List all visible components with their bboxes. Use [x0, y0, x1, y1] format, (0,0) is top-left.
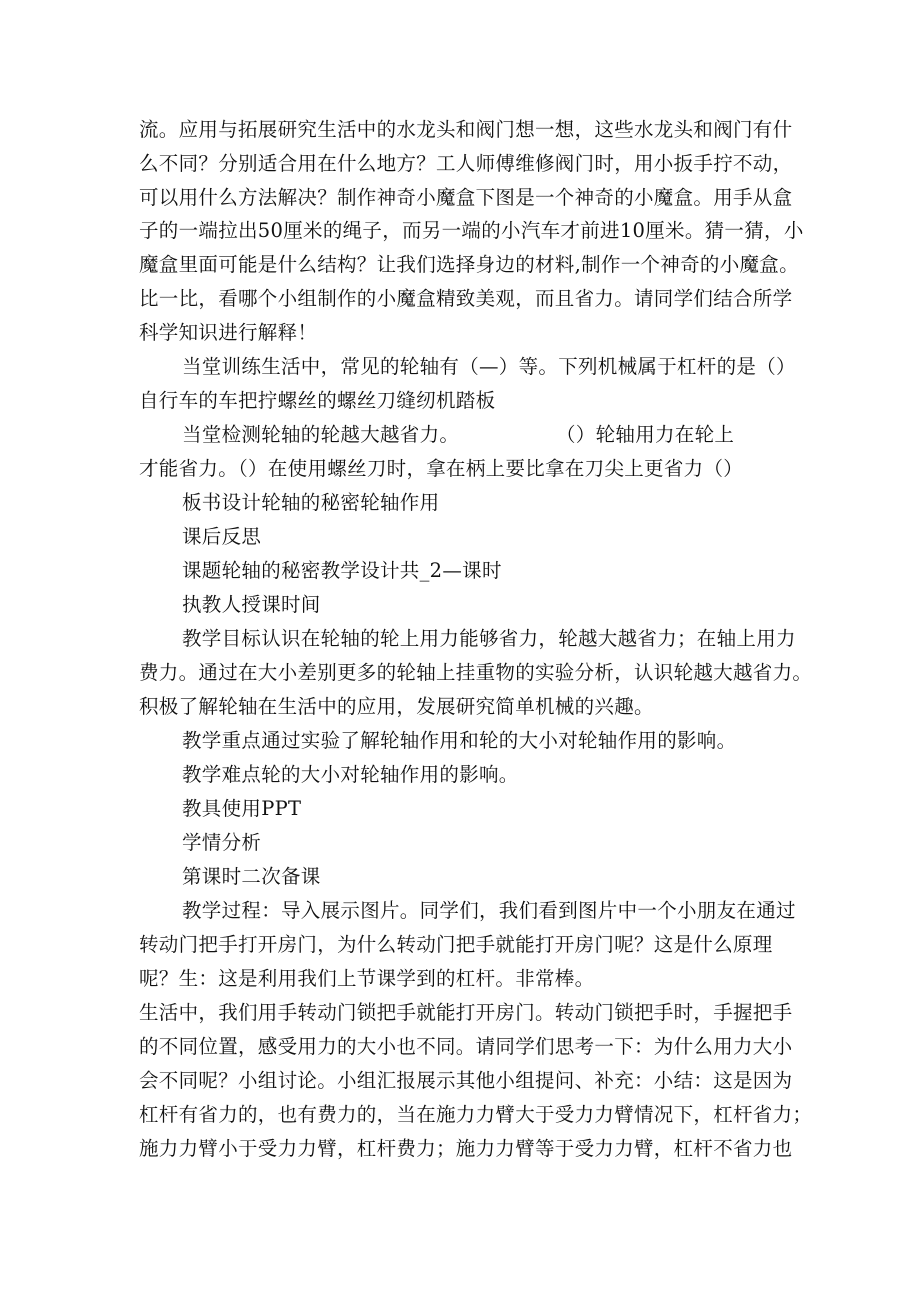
- text-line: 积极了解轮轴在生活中的应用，发展研究简单机械的兴趣。: [139, 695, 654, 718]
- text-line: 费力。通过在大小差别更多的轮轴上挂重物的实验分析，认识轮越大越省力。: [139, 661, 813, 684]
- text-line: 当堂检测轮轴的轮越大越省力。: [182, 423, 460, 446]
- text-line: 学情分析: [182, 831, 262, 854]
- text-line: 教学重点通过实验了解轮轴作用和轮的大小对轮轴作用的影响。: [182, 729, 737, 752]
- text-line: 教学难点轮的大小对轮轴作用的影响。: [182, 763, 519, 786]
- text-line: 教学过程：导入展示图片。同学们，我们看到图片中一个小朋友在通过: [182, 899, 796, 922]
- text-line: 杠杆有省力的，也有费力的，当在施力力臂大于受力力臂情况下，杠杆省力；: [139, 1103, 813, 1126]
- text-line: 课题轮轴的秘密教学设计共_2—课时: [182, 559, 502, 582]
- text-line: 教具使用PPT: [182, 797, 302, 820]
- text-line: 会不同呢？小组讨论。小组汇报展示其他小组提问、补充：小结：这是因为: [139, 1069, 793, 1092]
- text-line: 的不同位置，感受用力的大小也不同。请同学们思考一下：为什么用力大小: [139, 1035, 793, 1058]
- text-line: 才能省力。（）在使用螺丝刀时，拿在柄上要比拿在刀尖上更省力（）: [139, 457, 744, 480]
- text-line: 魔盒里面可能是什么结构？让我们选择身边的材料,制作一个神奇的小魔盒。: [139, 253, 799, 276]
- text-line: 可以用什么方法解决？制作神奇小魔盒下图是一个神奇的小魔盒。用手从盒: [139, 186, 793, 209]
- text-line: 施力力臂小于受力力臂，杠杆费力；施力力臂等于受力力臂，杠杆不省力也: [139, 1137, 793, 1160]
- text-line: 课后反思: [182, 525, 262, 548]
- text-line: 生活中，我们用手转动门锁把手就能打开房门。转动门锁把手时，手握把手: [139, 1001, 793, 1024]
- text-line: 流。应用与拓展研究生活中的水龙头和阀门想一想，这些水龙头和阀门有什: [139, 118, 793, 141]
- text-line: 子的一端拉出50厘米的绳子，而另一端的小汽车才前进10厘米。猜一猜，小: [139, 219, 804, 242]
- text-line: 板书设计轮轴的秘密轮轴作用: [182, 491, 440, 514]
- text-line: 第课时二次备课: [182, 865, 321, 888]
- text-line: 比一比，看哪个小组制作的小魔盒精致美观，而且省力。请同学们结合所学: [139, 287, 793, 310]
- text-line: 转动门把手打开房门，为什么转动门把手就能打开房门呢？这是什么原理: [139, 933, 773, 956]
- text-line: 当堂训练生活中，常见的轮轴有（—）等。下列机械属于杠杆的是（）: [182, 355, 796, 378]
- text-line: 执教人授课时间: [182, 593, 321, 616]
- text-line: （）轮轴用力在轮上: [556, 423, 735, 446]
- text-line: 自行车的车把拧螺丝的螺丝刀缝纫机踏板: [139, 389, 496, 412]
- text-line: 科学知识进行解释！: [139, 321, 318, 344]
- text-line: 么不同？分别适合用在什么地方？工人师傅维修阀门时，用小扳手拧不动，: [139, 152, 793, 175]
- text-line: 呢？生：这是利用我们上节课学到的杠杆。非常棒。: [139, 967, 595, 990]
- text-line: 教学目标认识在轮轴的轮上用力能够省力，轮越大越省力；在轴上用力: [182, 627, 796, 650]
